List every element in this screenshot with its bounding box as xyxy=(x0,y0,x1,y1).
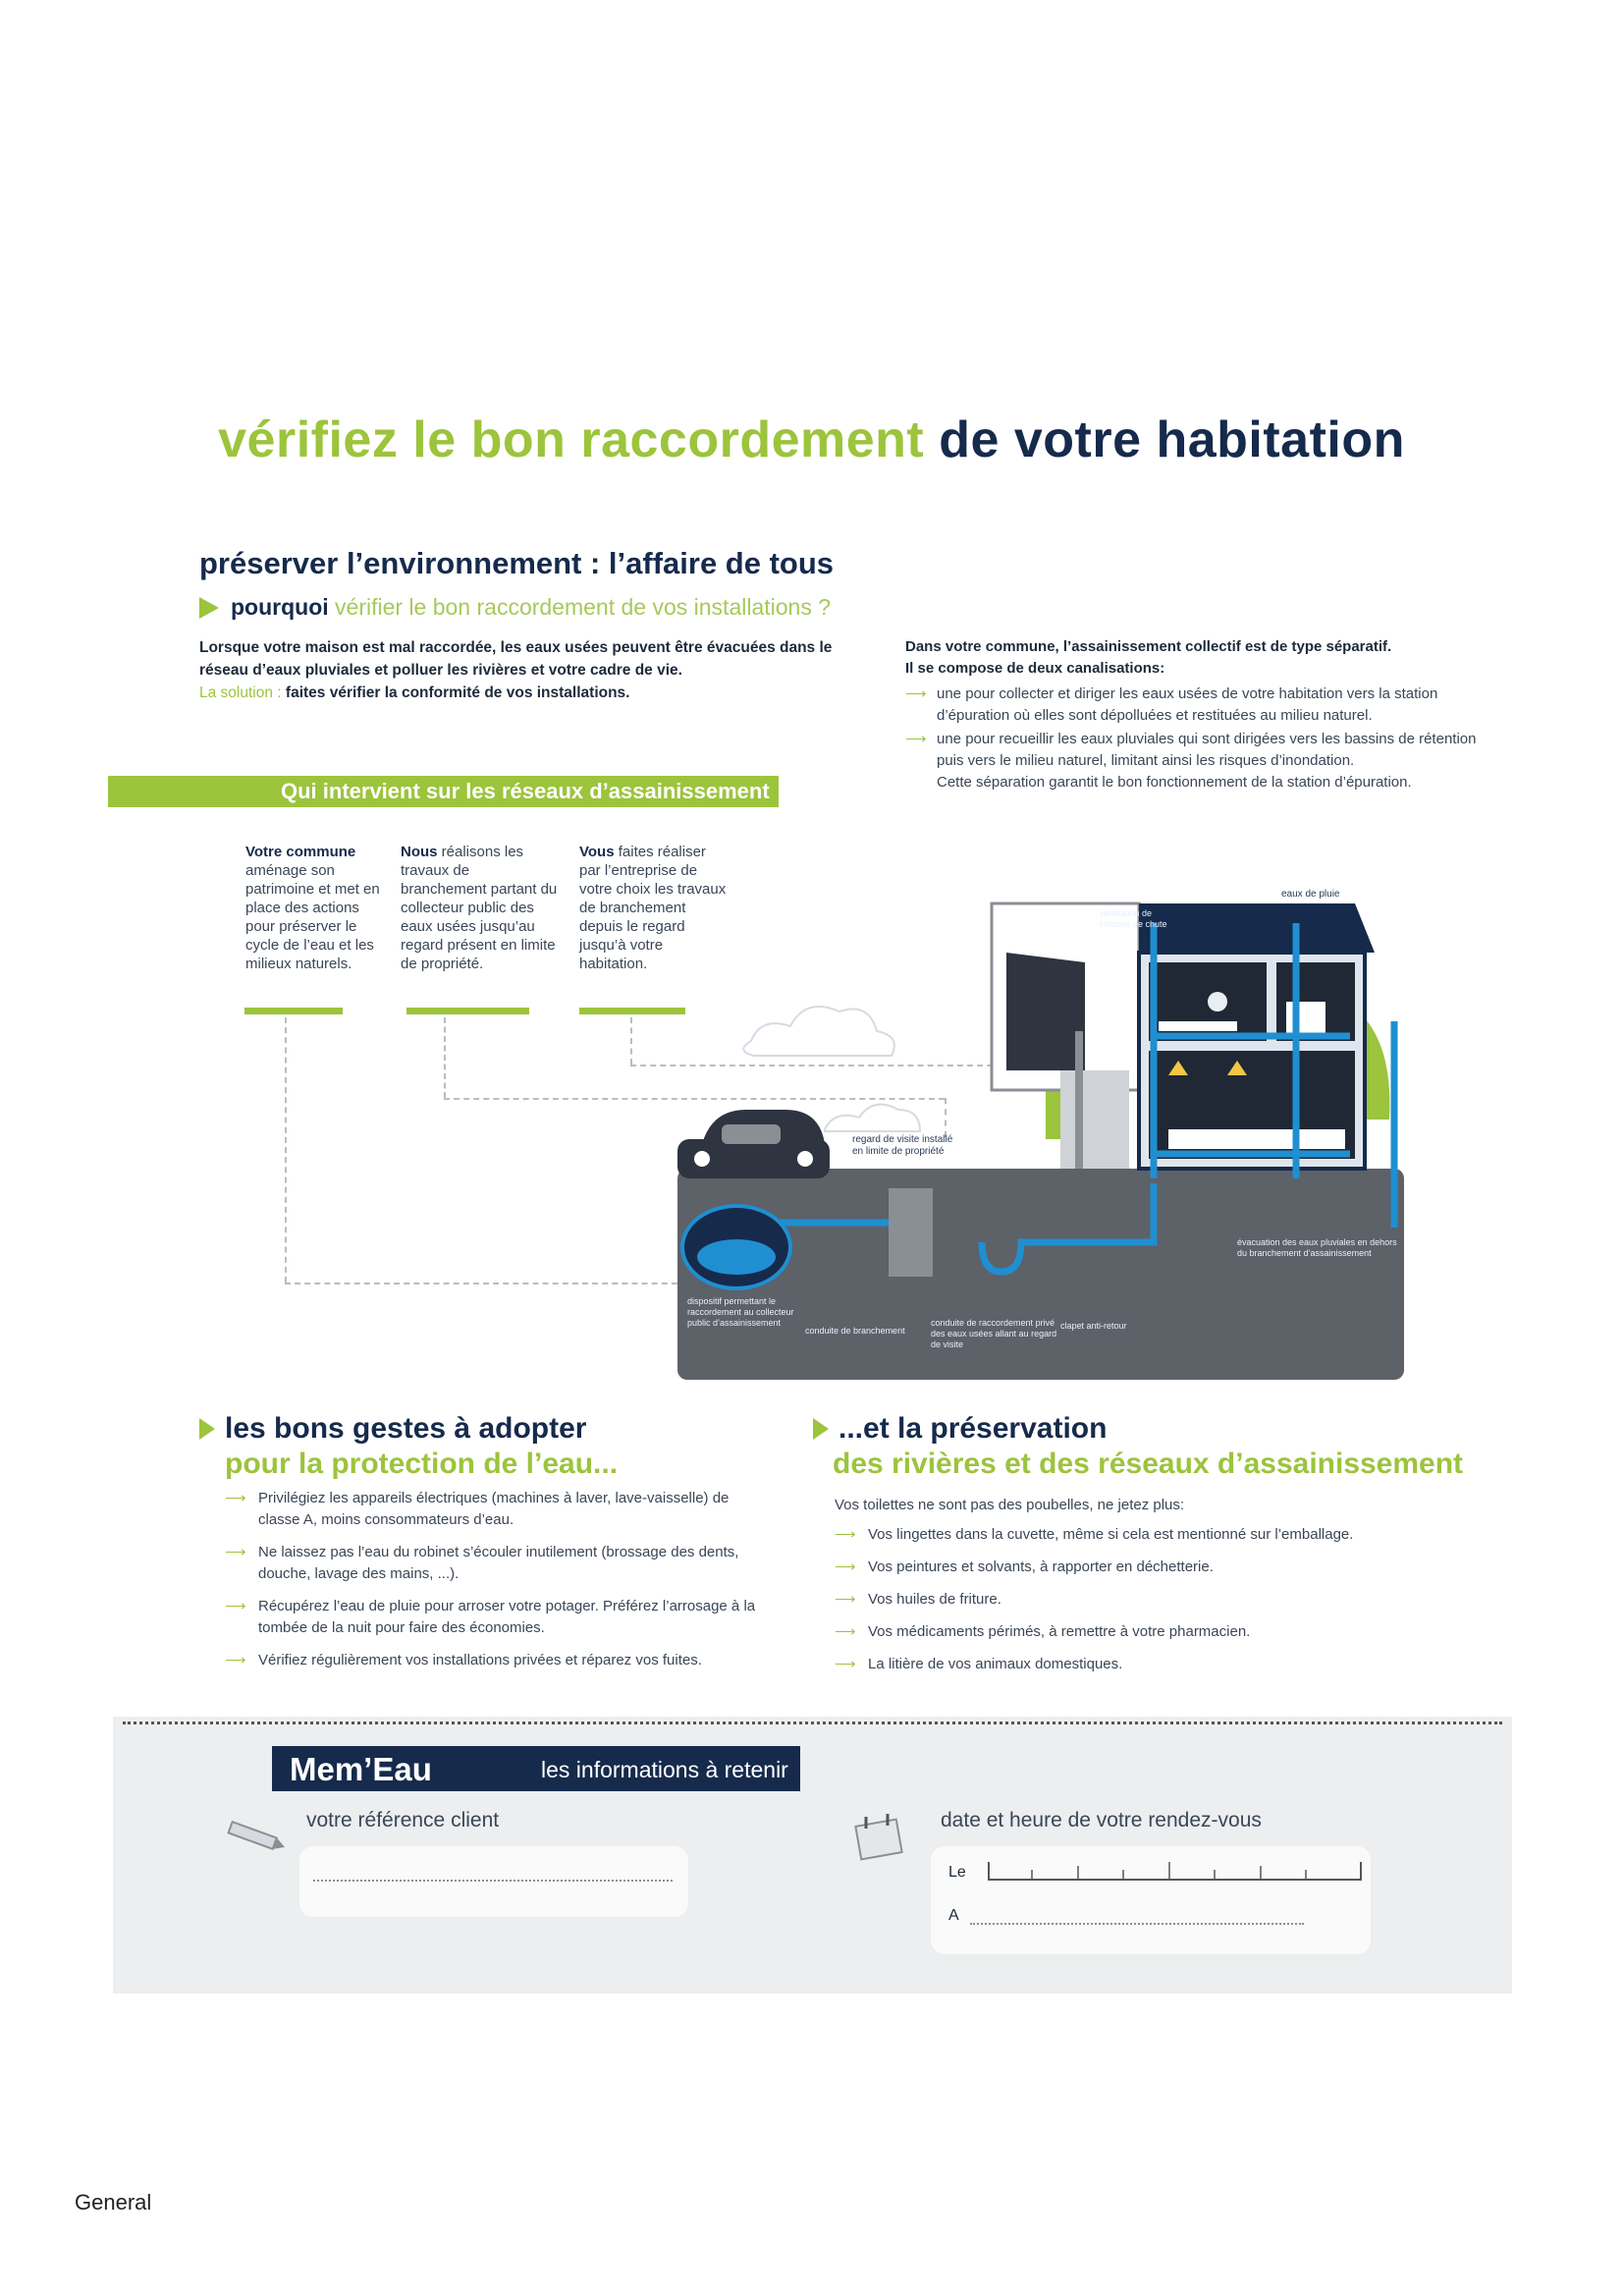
actor-bar xyxy=(244,1008,343,1014)
preservation-title: ...et la préservation des rivières et des réseaux d’assainissement xyxy=(813,1411,1463,1482)
cut-line xyxy=(123,1722,1502,1724)
separatif-block xyxy=(905,636,1485,793)
connector-line xyxy=(630,1017,632,1065)
triangle-icon xyxy=(813,1418,829,1440)
title-navy: de votre habitation xyxy=(939,411,1405,468)
memeau-brand: Mem’Eau xyxy=(290,1751,432,1787)
triangle-icon xyxy=(199,1418,215,1440)
gestes-title: les bons gestes à adopter pour la protection de l’eau... xyxy=(199,1411,618,1482)
arrow-icon: ⟶ xyxy=(835,1558,856,1575)
label-evacuation: évacuation des eaux pluviales en dehors du branchement d’assainissement xyxy=(1237,1237,1397,1258)
arrow-icon: ⟶ xyxy=(905,731,927,747)
list-item: ⟶ Vérifiez régulièrement vos installations privées et réparez vos fuites. xyxy=(225,1650,775,1671)
gestes-subtitle: pour la protection de l’eau... xyxy=(225,1448,619,1480)
actor-commune xyxy=(245,843,383,973)
separatif-heading-1: Dans votre commune, l’assainissement collectif est de type séparatif. xyxy=(905,638,1392,655)
actor-bar xyxy=(406,1008,529,1014)
actor-vous-bold: Vous xyxy=(579,844,615,860)
banner-text: Qui intervient sur les réseaux d’assainissement ? xyxy=(281,779,770,829)
label-pluie: eaux de pluie xyxy=(1281,889,1340,900)
list-item: ⟶ Vos peintures et solvants, à rapporter en déchetterie. xyxy=(835,1557,1463,1578)
arrow-icon: ⟶ xyxy=(835,1591,856,1608)
preservation-list xyxy=(835,1524,1463,1686)
actor-commune-bold: Votre commune xyxy=(245,844,356,860)
separatif-item: ⟶ une pour collecter et diriger les eaux usées de votre habitation vers la station d’épuration où elles sont dépolluées et restituées au milieu naturel. xyxy=(905,685,1438,724)
intro-paragraph xyxy=(199,636,847,704)
ref-card xyxy=(299,1846,688,1917)
list-item: ⟶ Privilégiez les appareils électriques (machines à laver, lave-vaisselle) de classe A, moins consommateurs d’eau. xyxy=(225,1490,730,1528)
actors-banner xyxy=(108,776,779,829)
actor-nous xyxy=(401,843,558,973)
date-card xyxy=(931,1846,1371,1954)
house-sewer-diagram xyxy=(668,864,1414,1385)
label-clapet: clapet anti-retour xyxy=(1060,1321,1127,1331)
actor-vous-text: faites réaliser par l’entreprise de votre choix les travaux de branchement depuis le regard jusqu’à votre habitation. xyxy=(579,844,727,972)
calendar-icon xyxy=(852,1813,907,1862)
solution-label: La solution : xyxy=(199,684,282,701)
pencil-icon xyxy=(224,1817,288,1856)
label-regard: regard de visite installé en limite de propriété xyxy=(852,1134,953,1157)
preservation-intro: Vos toilettes ne sont pas des poubelles, ne jetez plus: xyxy=(835,1497,1185,1513)
title-green: vérifiez le bon raccordement xyxy=(218,411,925,468)
inspection-chamber xyxy=(889,1188,933,1277)
memeau-tagline: les informations à retenir xyxy=(541,1757,788,1782)
label-dispositif: dispositif permettant le raccordement au collecteur public d’assainissement xyxy=(687,1296,794,1328)
actor-nous-text: réalisons les travaux de branchement partant du collecteur public des eaux usées jusqu’au regard présent en limite de propriété. xyxy=(401,844,558,972)
label-ventilation: ventilation de colonne de chute xyxy=(1100,908,1167,929)
separatif-item: ⟶ une pour recueillir les eaux pluviales qui sont dirigées vers les bassins de rétention puis vers le milieu naturel, limitant ainsi les risques d’inondation. xyxy=(905,731,1477,769)
list-item: ⟶ Récupérez l’eau de pluie pour arroser votre potager. Préférez l’arrosage à la tombée de la nuit pour faire des économies. xyxy=(225,1598,756,1636)
separatif-closing: Cette séparation garantit le bon fonctionnement de la station d’épuration. xyxy=(937,774,1412,791)
connector-line xyxy=(285,1283,687,1285)
gestes-list xyxy=(225,1488,775,1682)
arrow-icon: ⟶ xyxy=(835,1623,856,1640)
car-icon xyxy=(677,1110,830,1178)
ref-input[interactable] xyxy=(313,1880,673,1882)
label-conduite: conduite de branchement xyxy=(805,1326,905,1336)
arrow-icon: ⟶ xyxy=(835,1656,856,1672)
why-row xyxy=(199,594,831,621)
why-question: vérifier le bon raccordement de vos installations ? xyxy=(335,594,832,620)
list-item: ⟶ Vos huiles de friture. xyxy=(835,1589,1463,1611)
arrow-icon: ⟶ xyxy=(225,1652,246,1668)
triangle-icon xyxy=(199,597,219,619)
arrow-icon: ⟶ xyxy=(835,1526,856,1543)
a-label: A xyxy=(948,1907,959,1924)
list-item: ⟶ La litière de vos animaux domestiques. xyxy=(835,1654,1463,1675)
memeau-header xyxy=(272,1746,800,1791)
list-item: ⟶ Vos médicaments périmés, à remettre à votre pharmacien. xyxy=(835,1621,1463,1643)
arrow-icon: ⟶ xyxy=(225,1598,246,1614)
arrow-icon: ⟶ xyxy=(225,1544,246,1560)
actor-nous-bold: Nous xyxy=(401,844,438,860)
date-input[interactable] xyxy=(988,1858,1363,1882)
label-conduite-raccord: conduite de raccordement privé des eaux usées allant au regard de visite xyxy=(931,1318,1057,1349)
le-label: Le xyxy=(948,1864,966,1881)
footer-label: General xyxy=(75,2190,152,2214)
why-bold: pourquoi xyxy=(231,594,329,620)
preservation-subtitle: des rivières et des réseaux d’assainissement xyxy=(833,1448,1464,1480)
intro-text: Lorsque votre maison est mal raccordée, les eaux usées peuvent être évacuées dans le réseau d’eaux pluviales et polluer les rivières et votre cadre de vie. xyxy=(199,639,833,679)
section-heading: préserver l’environnement : l’affaire de tous xyxy=(199,546,835,580)
separatif-heading-2: Il se compose de deux canalisations: xyxy=(905,660,1165,677)
arrow-icon: ⟶ xyxy=(225,1490,246,1506)
connector-line xyxy=(285,1017,287,1283)
page-title xyxy=(0,410,1623,469)
arrow-icon: ⟶ xyxy=(905,685,927,702)
list-item: ⟶ Vos lingettes dans la cuvette, même si cela est mentionné sur l’emballage. xyxy=(835,1524,1463,1546)
ref-label: votre référence client xyxy=(306,1809,500,1831)
date-label: date et heure de votre rendez-vous xyxy=(941,1809,1262,1831)
actor-commune-text: aménage son patrimoine et met en place des actions pour préserver le cycle de l’eau et les milieux naturels. xyxy=(245,862,380,972)
solution-text: faites vérifier la conformité de vos installations. xyxy=(285,684,630,701)
list-item: ⟶ Ne laissez pas l’eau du robinet s’écouler inutilement (brossage des dents, douche, lavage des mains, ...). xyxy=(225,1544,739,1582)
connector-line xyxy=(444,1017,446,1098)
time-input[interactable] xyxy=(970,1923,1304,1925)
